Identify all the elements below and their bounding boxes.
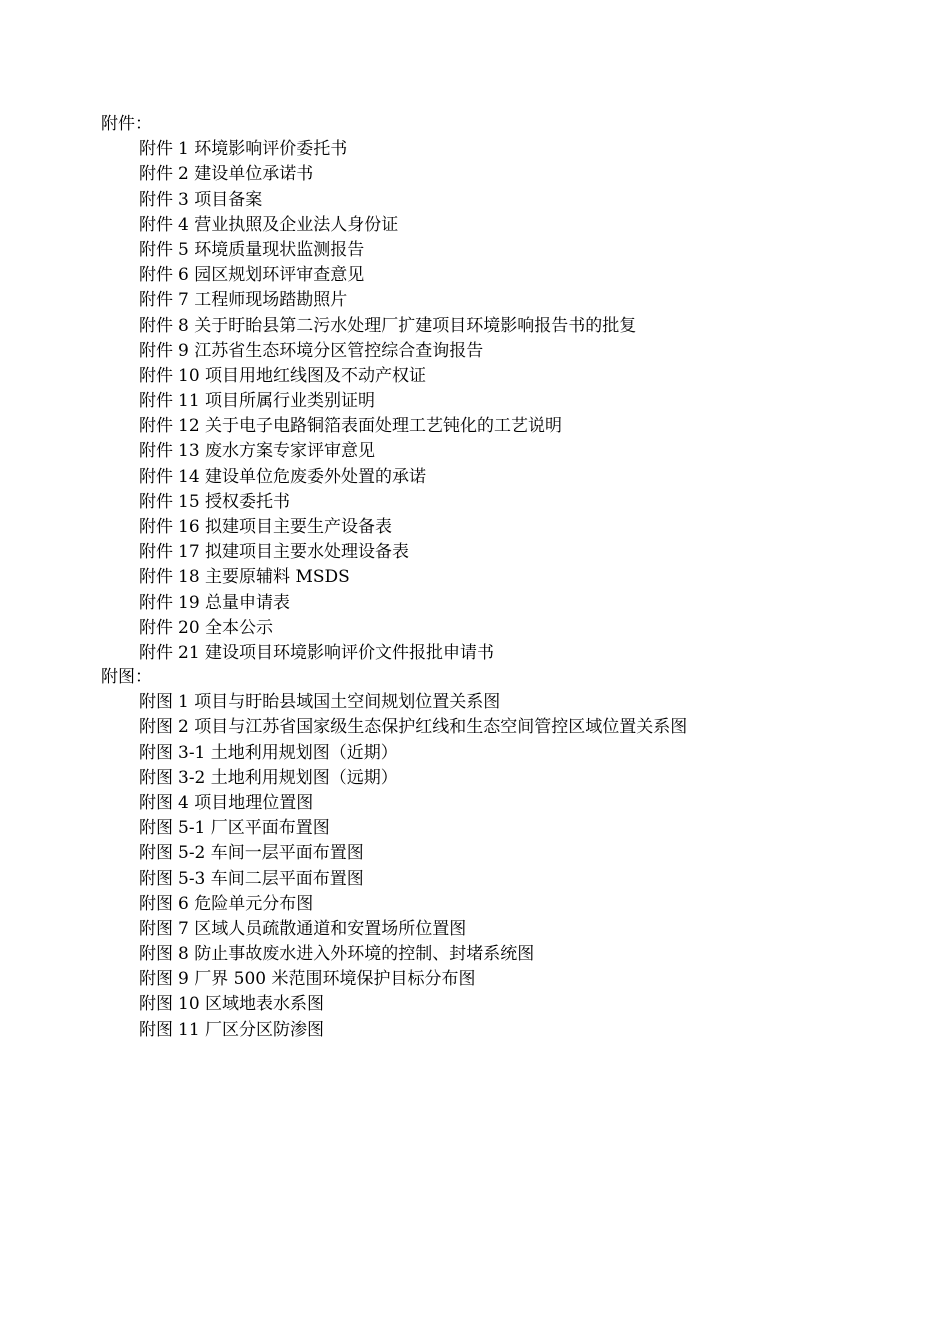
figure-prefix: 附图 — [139, 969, 173, 990]
figure-prefix: 附图 — [139, 944, 173, 965]
figure-item — [139, 816, 950, 841]
attachment-prefix: 附件 — [139, 617, 173, 638]
attachment-item — [139, 591, 950, 616]
figure-title: 8 防止事故废水进入外环境的控制、封堵系统图 — [178, 944, 535, 965]
attachments-section — [0, 112, 950, 666]
attachment-prefix: 附件 — [139, 642, 173, 663]
attachment-title: 16 拟建项目主要生产设备表 — [178, 517, 393, 537]
attachment-item — [139, 414, 950, 439]
attachment-prefix: 附件 — [139, 542, 173, 563]
figure-item — [139, 766, 950, 791]
attachment-title: 15 授权委托书 — [178, 491, 291, 512]
attachment-prefix: 附件 — [139, 441, 173, 462]
attachment-title: 2 建设单位承诺书 — [178, 164, 314, 185]
attachment-title: 7 工程师现场踏勘照片 — [178, 290, 348, 311]
attachment-item — [139, 288, 950, 313]
attachment-item — [139, 339, 950, 364]
figure-title: 3-2 土地利用规划图（远期） — [178, 767, 398, 788]
attachment-prefix: 附件 — [139, 315, 173, 336]
attachment-title: 17 拟建项目主要水处理设备表 — [178, 542, 410, 563]
attachment-item — [139, 565, 950, 590]
figure-prefix: 附图 — [139, 1019, 173, 1040]
figure-item — [139, 791, 950, 816]
attachment-title: 6 园区规划环评审查意见 — [178, 265, 365, 286]
attachment-item — [139, 314, 950, 339]
attachment-item — [139, 263, 950, 288]
attachment-title: 12 关于电子电路铜箔表面处理工艺钝化的工艺说明 — [178, 416, 563, 437]
figure-title: 11 厂区分区防渗图 — [178, 1019, 325, 1040]
attachment-prefix: 附件 — [139, 164, 173, 185]
attachment-prefix: 附件 — [139, 416, 173, 437]
attachment-prefix: 附件 — [139, 592, 173, 613]
figures-heading: 附图： — [101, 667, 152, 687]
attachment-title: 10 项目用地红线图及不动产权证 — [178, 365, 427, 386]
attachment-item — [139, 137, 950, 162]
figure-title: 4 项目地理位置图 — [178, 792, 314, 813]
figures-section — [0, 665, 950, 1043]
attachment-prefix: 附件 — [139, 290, 173, 311]
attachment-item — [139, 213, 950, 238]
figure-prefix: 附图 — [139, 893, 173, 914]
figure-title: 5-3 车间二层平面布置图 — [178, 868, 364, 889]
attachment-title: 11 项目所属行业类别证明 — [178, 391, 376, 412]
figure-title: 10 区域地表水系图 — [178, 994, 325, 1015]
figure-prefix: 附图 — [139, 717, 173, 738]
attachment-title: 21 建设项目环境影响评价文件报批申请书 — [178, 642, 495, 663]
attachment-prefix: 附件 — [139, 239, 173, 260]
attachment-item — [139, 439, 950, 464]
attachment-prefix: 附件 — [139, 365, 173, 386]
figure-item — [139, 715, 950, 740]
attachment-title: 13 废水方案专家评审意见 — [178, 441, 376, 462]
attachment-prefix: 附件 — [139, 517, 173, 537]
attachment-prefix: 附件 — [139, 265, 173, 286]
attachment-item — [139, 238, 950, 263]
figure-prefix: 附图 — [139, 994, 173, 1015]
figures-list — [0, 690, 950, 1043]
attachment-title: 4 营业执照及企业法人身份证 — [178, 214, 399, 235]
attachment-title: 9 江苏省生态环境分区管控综合查询报告 — [178, 340, 484, 361]
attachment-item — [139, 389, 950, 414]
figure-item — [139, 892, 950, 917]
attachment-prefix: 附件 — [139, 391, 173, 412]
attachments-list — [0, 137, 950, 666]
attachment-title: 1 环境影响评价委托书 — [178, 139, 348, 160]
attachment-title: 14 建设单位危废委外处置的承诺 — [178, 466, 427, 487]
attachment-prefix: 附件 — [139, 189, 173, 210]
figure-title: 1 项目与盱眙县域国土空间规划位置关系图 — [178, 692, 501, 713]
figure-title: 6 危险单元分布图 — [178, 893, 314, 914]
figure-item — [139, 942, 950, 967]
attachment-item — [139, 490, 950, 515]
figure-title: 3-1 土地利用规划图（近期） — [178, 742, 398, 763]
figure-prefix: 附图 — [139, 918, 173, 939]
attachment-prefix: 附件 — [139, 139, 173, 160]
attachments-heading: 附件： — [101, 114, 152, 134]
figure-item — [139, 967, 950, 992]
attachment-title: 18 主要原辅料 MSDS — [178, 567, 350, 588]
attachment-item — [139, 188, 950, 213]
figure-prefix: 附图 — [139, 818, 173, 839]
attachment-title: 5 环境质量现状监测报告 — [178, 239, 365, 260]
attachment-item — [139, 641, 950, 666]
figure-item — [139, 867, 950, 892]
figure-item — [139, 741, 950, 766]
attachment-item — [139, 540, 950, 565]
figure-prefix: 附图 — [139, 843, 173, 864]
attachment-prefix: 附件 — [139, 214, 173, 235]
attachment-title: 19 总量申请表 — [178, 592, 291, 613]
figure-title: 5-2 车间一层平面布置图 — [178, 843, 364, 864]
figure-item — [139, 841, 950, 866]
figure-title: 2 项目与江苏省国家级生态保护红线和生态空间管控区域位置关系图 — [178, 717, 688, 738]
attachment-prefix: 附件 — [139, 491, 173, 512]
figure-prefix: 附图 — [139, 868, 173, 889]
attachment-prefix: 附件 — [139, 567, 173, 588]
attachment-item — [139, 515, 950, 540]
figure-title: 7 区域人员疏散通道和安置场所位置图 — [178, 918, 467, 939]
attachment-item — [139, 364, 950, 389]
attachment-title: 8 关于盱眙县第二污水处理厂扩建项目环境影响报告书的批复 — [178, 315, 637, 336]
figure-prefix: 附图 — [139, 742, 173, 763]
attachment-prefix: 附件 — [139, 466, 173, 487]
figure-title: 5-1 厂区平面布置图 — [178, 818, 330, 839]
figure-prefix: 附图 — [139, 792, 173, 813]
attachment-item — [139, 616, 950, 641]
figure-prefix: 附图 — [139, 767, 173, 788]
figure-item — [139, 690, 950, 715]
attachment-title: 20 全本公示 — [178, 617, 274, 638]
figure-title: 9 厂界 500 米范围环境保护目标分布图 — [178, 969, 476, 990]
figure-item — [139, 1018, 950, 1043]
attachment-item — [139, 465, 950, 490]
figure-item — [139, 992, 950, 1017]
attachment-title: 3 项目备案 — [178, 189, 263, 210]
figure-item — [139, 917, 950, 942]
attachment-item — [139, 162, 950, 187]
attachment-prefix: 附件 — [139, 340, 173, 361]
figure-prefix: 附图 — [139, 692, 173, 713]
